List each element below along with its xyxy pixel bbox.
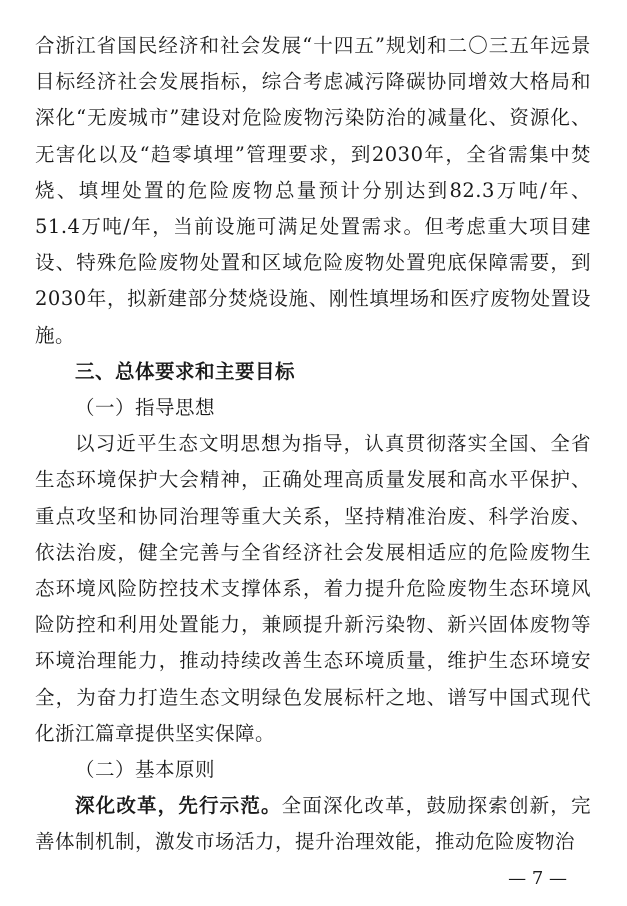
principle-lead-text: 深化改革，先行示范。 (75, 794, 282, 818)
document-page (35, 28, 591, 861)
body-paragraph-principle (35, 788, 591, 860)
subsection-heading-basic-principles: （二）基本原则 (75, 758, 216, 782)
body-paragraph-planning: 合浙江省国民经济和社会发展“十四五”规划和二〇三五年远景目标经济社会发展指标，综合考虑减污降碳协同增效大格局和深化“无废城市”建设对危险废物污染防治的减量化、资源化、无害化以及“趋零填埋”管理要求，到2030年，全省需集中焚烧、填埋处置的危险废物总量预计分别达到82.3万吨/年、51.4万吨/年，当前设施可满足处置需求。但考虑重大项目建设、特殊危险废物处置和区域危险废物处置兜底保障需要，到2030年，拟新建部分焚烧设施、刚性填埋场和医疗废物处置设施。 (35, 34, 591, 347)
body-paragraph-guiding-ideology: 以习近平生态文明思想为指导，认真贯彻落实全国、全省生态环境保护大会精神，正确处理高质量发展和高水平保护、重点攻坚和协同治理等重大关系，坚持精准治废、科学治废、依法治废，健全完善与全省经济社会发展相适应的危险废物生态环境风险防控技术支撑体系，着力提升危险废物生态环境风险防控和利用处置能力，兼顾提升新污染物、新兴固体废物等环境治理能力，推动持续改善生态环境质量，维护生态环境安全，为奋力打造生态文明绿色发展标杆之地、谱写中国式现代化浙江篇章提供坚实保障。 (35, 432, 591, 745)
subsection-heading-guiding-ideology: （一）指导思想 (75, 396, 216, 420)
page-number: — 7 — (508, 868, 567, 889)
section-heading: 三、总体要求和主要目标 (75, 359, 296, 383)
principle-body-text: 全面深化改革，鼓励探索创新，完善体制机制，激发市场活力，提升治理效能，推动危险废物治 (35, 794, 591, 854)
